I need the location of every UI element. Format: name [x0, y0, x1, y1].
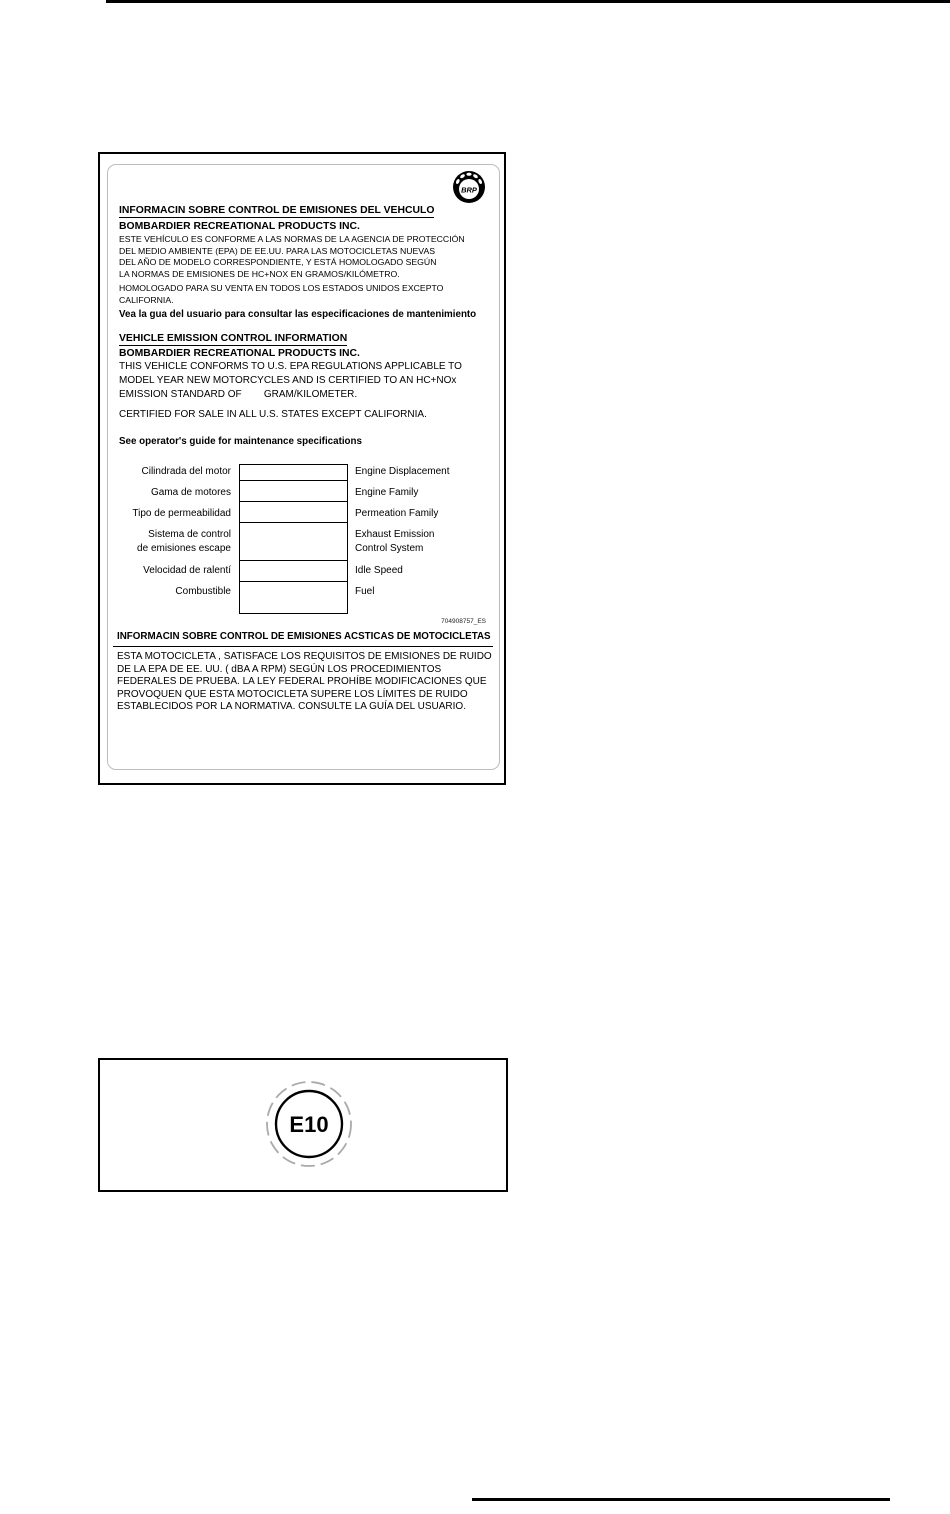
en-guide-note: See operator's guide for maintenance specifications	[119, 436, 362, 447]
en-heading: VEHICLE EMISSION CONTROL INFORMATION	[119, 333, 348, 344]
field-label-es-permeation-family: Tipo de permeabilidad	[132, 508, 231, 519]
field-label-en-fuel: Fuel	[355, 586, 375, 597]
field-label-en-emission-system-2: Control System	[355, 543, 424, 554]
noise-body-line-4: PROVOQUEN QUE ESTA MOTOCICLETA SUPERE LOS LÍMITES DE RUIDO	[117, 688, 468, 700]
part-code: 704908757_ES	[441, 618, 486, 625]
es-sale-line-2: CALIFORNIA.	[119, 294, 174, 305]
engine-displacement-box	[239, 464, 348, 481]
top-rule	[106, 0, 950, 3]
field-label-es-engine-displacement: Cilindrada del motor	[141, 466, 231, 477]
es-company: BOMBARDIER RECREATIONAL PRODUCTS INC.	[119, 221, 360, 232]
es-guide-note: Vea la gua del usuario para consultar las especificaciones de mantenimiento	[119, 309, 477, 320]
idle-speed-box	[239, 560, 348, 582]
es-body-line-3: DEL AÑO DE MODELO CORRESPONDIENTE, Y ESTÁ HOMOLOGADO SEGÚN	[119, 257, 437, 267]
en-body-line-1: THIS VEHICLE CONFORMS TO U.S. EPA REGULATIONS APPLICABLE TO	[119, 361, 462, 372]
svg-text:BRP: BRP	[461, 185, 477, 195]
brp-logo-icon	[452, 170, 486, 204]
noise-heading-rule	[113, 646, 493, 647]
e10-text: E10	[289, 1112, 329, 1137]
en-sale: CERTIFIED FOR SALE IN ALL U.S. STATES EXCEPT CALIFORNIA.	[119, 409, 427, 420]
noise-body-line-2: DE LA EPA DE EE. UU. ( dBA A RPM) SEGÚN LOS PROCEDIMIENTOS	[117, 663, 442, 675]
e10-badge-icon	[259, 1074, 359, 1174]
en-company: BOMBARDIER RECREATIONAL PRODUCTS INC.	[119, 348, 360, 359]
noise-body-line-1: ESTA MOTOCICLETA , SATISFACE LOS REQUISITOS DE EMISIONES DE RUIDO	[117, 651, 492, 662]
field-label-en-emission-system-1: Exhaust Emission	[355, 529, 435, 540]
field-label-en-engine-family: Engine Family	[355, 487, 419, 498]
es-body-line-4: LA NORMAS DE EMISIONES DE HC+NOX EN GRAMOS/KILÓMETRO.	[119, 268, 400, 279]
field-label-es-fuel: Combustible	[175, 586, 231, 597]
es-sale-line-1: HOMOLOGADO PARA SU VENTA EN TODOS LOS ESTADOS UNIDOS EXCEPTO	[119, 283, 444, 293]
es-heading: INFORMACIN SOBRE CONTROL DE EMISIONES DEL VEHCULO	[119, 205, 435, 216]
es-body-line-2: DEL MEDIO AMBIENTE (EPA) DE EE.UU. PARA LAS MOTOCICLETAS NUEVAS	[119, 245, 436, 256]
field-label-en-idle-speed: Idle Speed	[355, 565, 403, 576]
field-label-en-engine-displacement: Engine Displacement	[355, 466, 450, 477]
field-label-es-engine-family: Gama de motores	[150, 487, 231, 498]
permeation-family-box	[239, 501, 348, 523]
e10-fuel-label	[98, 1058, 508, 1192]
fuel-box	[239, 581, 348, 614]
field-label-en-permeation-family: Permeation Family	[355, 508, 439, 519]
emission-control-label	[98, 152, 506, 785]
field-label-es-emission-system-1: Sistema de control	[148, 529, 231, 540]
exhaust-emission-system-box	[239, 522, 348, 561]
engine-family-box	[239, 480, 348, 502]
noise-heading: INFORMACIN SOBRE CONTROL DE EMISIONES ACSTICAS DE MOTOCICLETAS	[117, 631, 491, 642]
field-label-es-emission-system-2: de emisiones escape	[137, 543, 231, 554]
field-label-es-idle-speed: Velocidad de ralentí	[143, 565, 231, 576]
noise-body-line-5: ESTABLECIDOS POR LA NORMATIVA. CONSULTE LA GUÍA DEL USUARIO.	[117, 701, 466, 712]
es-body-line-1: ESTE VEHÍCULO ES CONFORME A LAS NORMAS DE LA AGENCIA DE PROTECCIÓN	[119, 234, 465, 244]
noise-body-line-3: FEDERALES DE PRUEBA. LA LEY FEDERAL PROHÍBE MODIFICACIONES QUE	[117, 676, 487, 687]
bottom-rule	[472, 1498, 890, 1501]
en-body-line-3: EMISSION STANDARD OF GRAM/KILOMETER.	[119, 389, 358, 400]
en-body-line-2: MODEL YEAR NEW MOTORCYCLES AND IS CERTIFIED TO AN HC+NOx	[119, 375, 457, 386]
